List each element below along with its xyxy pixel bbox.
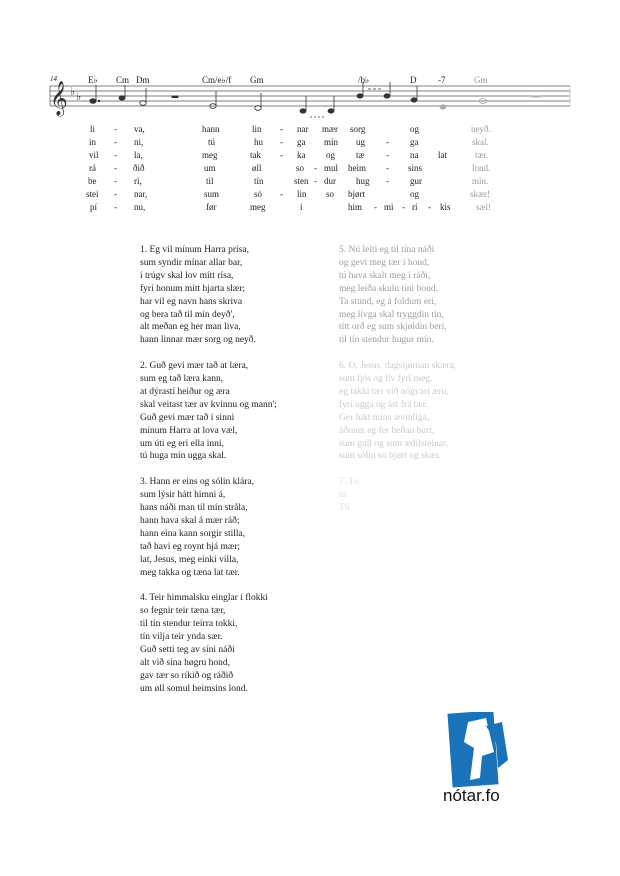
lyric-line [0,150,620,163]
verse-line: sum gull og sum ædilsteinar, [339,438,449,449]
lyric-syllable: - [114,176,117,186]
verse-line: hann hava skal á mær ráð; [140,516,240,526]
lyric-syllable: tú [208,137,216,147]
verse-line: sum syndir mínar allar bar, [140,257,243,268]
staff [0,60,620,130]
lyric-syllable: neyð. [471,124,491,134]
lyric-syllable: - [402,202,405,212]
lyric-syllable: meg [202,150,218,160]
lyric-syllable: nar, [134,189,148,199]
verse-line: Guð setti teg av síni náði [140,645,235,656]
lyric-syllable: bjørt [348,189,365,199]
lyric-line [0,124,620,137]
verse-line: 7. Tú [339,477,359,488]
verse-line: 4. Teir himmalsku einglar í flokki [140,593,268,604]
lyric-syllable: skal. [472,137,489,147]
lyric-line [0,137,620,150]
lyric-syllable: lond. [472,163,491,173]
verse-line: meg takka og tæna lat tær. [140,567,240,578]
lyric-syllable: ðið [133,163,145,173]
lyric-syllable: sorg [350,124,366,134]
verse-line: fyri ugga og ást frá tær. [339,399,428,410]
verse-line: Guð gevi mær tað í sinni [140,412,235,423]
lyric-syllable: stei [86,189,99,199]
chord-symbol: Gm [250,75,264,85]
verse [140,244,330,347]
lyric-line [0,176,620,189]
verse [140,476,330,579]
svg-text:♭: ♭ [70,86,76,98]
verse-line: sum eg tað læra kann, [140,374,224,385]
lyric-syllable: nar [297,124,309,134]
lyric-syllable: mær [322,124,339,134]
lyric-syllable: la, [134,150,143,160]
svg-text:♭: ♭ [76,91,82,103]
verse-line: tú hava skalt meg í ráði, [339,270,431,281]
logo-text: nótar.fo [443,786,500,805]
verses-left-column [140,244,330,709]
verse-line: at dýrasti heiður og æra [140,386,230,397]
chord-symbol: Cm [116,75,130,85]
lyric-syllable: sten [294,176,309,186]
verse-line: og gevi meg tær í hond, [339,257,430,268]
lyric-syllable: heim [348,163,366,173]
chord-symbol: /b♭ [358,75,370,85]
lyric-syllable: so [326,189,335,199]
verse-line: í trúgv skal lov mítt rísa, [140,270,234,281]
lyric-syllable: - [114,202,117,212]
verse [339,244,529,347]
lyric-line [0,202,620,215]
treble-clef-icon: 𝄞 [50,81,68,116]
lyric-syllable: - [374,202,377,212]
verse-line: alt meðan eg her man liva, [140,322,241,333]
lyric-syllable: tæ [356,150,365,160]
lyric-syllable: - [280,189,283,199]
lyric-syllable: sæl! [476,202,492,212]
lyric-syllable: sum [204,189,220,199]
lyric-syllable: in [89,137,97,147]
lyric-syllable: - [386,163,389,173]
lyric-syllable: tak [250,150,261,160]
lyric-syllable: mi [384,202,394,212]
verse-line: um úti eg eri ella inni, [140,438,224,449]
lyric-syllable: - [280,137,283,147]
lyric-syllable: rá [89,163,96,173]
verse-line: tað havi eg roynt hjá mær; [140,541,240,552]
verse-line: tú huga mín ugga skal. [140,451,227,462]
lyric-syllable: hug [356,176,370,186]
verse [339,476,529,515]
lyric-syllable: - [114,137,117,147]
verse-line: 1. Eg vil mínum Harra prísa, [140,245,249,255]
lyric-syllable: - [114,163,117,173]
lyric-syllable: før [206,202,217,212]
lyric-syllable: ga [410,137,419,147]
lyric-syllable: ug [356,137,365,147]
lyric-syllable: lin [297,189,307,199]
lyric-syllable: ni, [134,137,144,147]
lyric-syllable: so [296,163,305,173]
verse-line: 5. Nú leiti eg til tína náði [339,245,435,255]
verse [140,592,330,695]
verse-line: tín vilja teir ynda sær. [140,632,223,643]
lyric-syllable: be [88,176,97,186]
verse-line: tú [339,490,347,501]
lyric-syllable: - [428,202,431,212]
lyric-syllable: tín [254,176,264,186]
lyric-syllable: - [386,137,389,147]
chord-symbol: D [410,75,417,85]
verse-line: gav tær so ríkið og ráðið [140,670,234,681]
verse [339,360,529,463]
verse-line: mínum Harra at lova væl, [140,425,238,436]
lyric-syllable: skær! [470,189,490,199]
verse-line: áðrenn eg fer heðan burt, [339,425,435,436]
chord-symbol: Gm [474,75,488,85]
lyric-syllable: - [114,124,117,134]
lyric-syllable: kis [440,202,451,212]
verse-line: sum ljós og lív fyri meg, [339,374,433,385]
lyric-syllable: him [348,202,363,212]
verse-line: eg takki tær við nógvari æru, [339,386,449,397]
lyric-syllable: lat [438,150,447,160]
verse-line: sum sólin so bjørt og skær. [339,451,441,462]
verses-right-column [339,244,529,528]
lyric-syllable: - [114,150,117,160]
lyric-syllable: ri, [134,176,142,186]
verse-line: meg leiða skulu tíni bond. [339,283,438,294]
lyric-syllable: tær. [475,150,489,160]
measure-number: 14 [50,75,57,83]
lyric-syllable: og [326,150,335,160]
lyric-syllable: dur [324,176,336,186]
lyric-syllable: - [386,150,389,160]
lyric-syllable: hu [254,137,263,147]
lyric-syllable: hann [202,124,220,134]
lyric-syllable: øll [252,163,262,173]
lyric-syllable: li [90,124,96,134]
verse-line: hann eina kann sorgir stilla, [140,528,246,539]
lyric-syllable: mín. [472,176,489,186]
verse [140,360,330,463]
lyric-syllable: rí [412,202,418,212]
verse-line: 6. O, Jesus, dagstjørnan skæra, [339,361,457,372]
lyric-syllable: - [280,150,283,160]
chord-symbol: -7 [438,75,446,85]
verse-line: hans náði man til mín stråla, [140,503,248,514]
lyric-syllable: - [386,176,389,186]
verse-line: til tín stendur teirra tokki, [140,619,238,630]
verse-line: fyri honum mítt hjarta slær; [140,283,246,294]
chord-symbol: Dm [136,75,150,85]
lyric-syllable: meg [250,202,266,212]
lyric-syllable: lin [252,124,262,134]
lyric-syllable: um [204,163,216,173]
lyric-line [0,189,620,202]
lyric-line [0,163,620,176]
verse-line: 2. Guð gevi mær tað at læra, [140,361,249,372]
lyric-syllable: - [280,124,283,134]
verse-line: hann linnar mær sorg og neyð. [140,335,256,346]
chord-symbol: E♭ [88,75,98,85]
verse-line: 3. Hann er eins og sólin klára, [140,477,254,488]
verse-line: um øll somul heimsins lond. [140,683,248,694]
chord-symbol: Cm/e♭/f [202,75,232,85]
verse-line: títt orð eg sum skjøldin beri, [339,322,447,333]
lyric-syllable: mul [324,163,339,173]
lyric-syllable: í [300,202,303,212]
verse-line: har vil eg navn hans skriva [140,296,243,307]
verse-line: Tú [339,503,350,514]
lyric-syllable: og [410,189,419,199]
verse-line: og bera tað til mín deyð', [140,309,235,320]
lyric-syllable: gur [410,176,422,186]
lyric-syllable: til [206,176,214,186]
lyric-syllable: ga [297,137,306,147]
verse-line: lat, Jesus, meg einki villa, [140,554,239,565]
verse-line: Ger lukt mína ævinliga, [339,412,430,423]
lyric-syllable: mín [324,137,339,147]
lyric-syllable: og [410,124,419,134]
verse-line: so fegnir teir tæna tær, [140,606,226,617]
verse-line: meg lívga skal tryggdin tín, [339,309,444,320]
lyric-syllable: vil [89,150,99,160]
lyric-syllable: va, [134,124,145,134]
lyric-syllable: ka [297,150,306,160]
lyric-syllable: sins [408,163,423,173]
verse-line: til tín stendur hugur mín. [339,335,434,346]
lyric-syllable: na [410,150,419,160]
lyric-syllable: nu, [134,202,146,212]
lyric-syllable: só [254,189,263,199]
lyric-syllable: pí [90,202,98,212]
verse-line: Ta stund, eg á foldum eri, [339,296,437,307]
verse-line: sum lýsir hátt himni á, [140,490,226,501]
verse-line: alt við sína høgru hond, [140,657,230,668]
lyric-syllable: - [314,163,317,173]
verse-line: skal veitast tær av kvinnu og mann'; [140,399,277,410]
lyric-syllable: - [314,176,317,186]
lyric-syllable: - [114,189,117,199]
